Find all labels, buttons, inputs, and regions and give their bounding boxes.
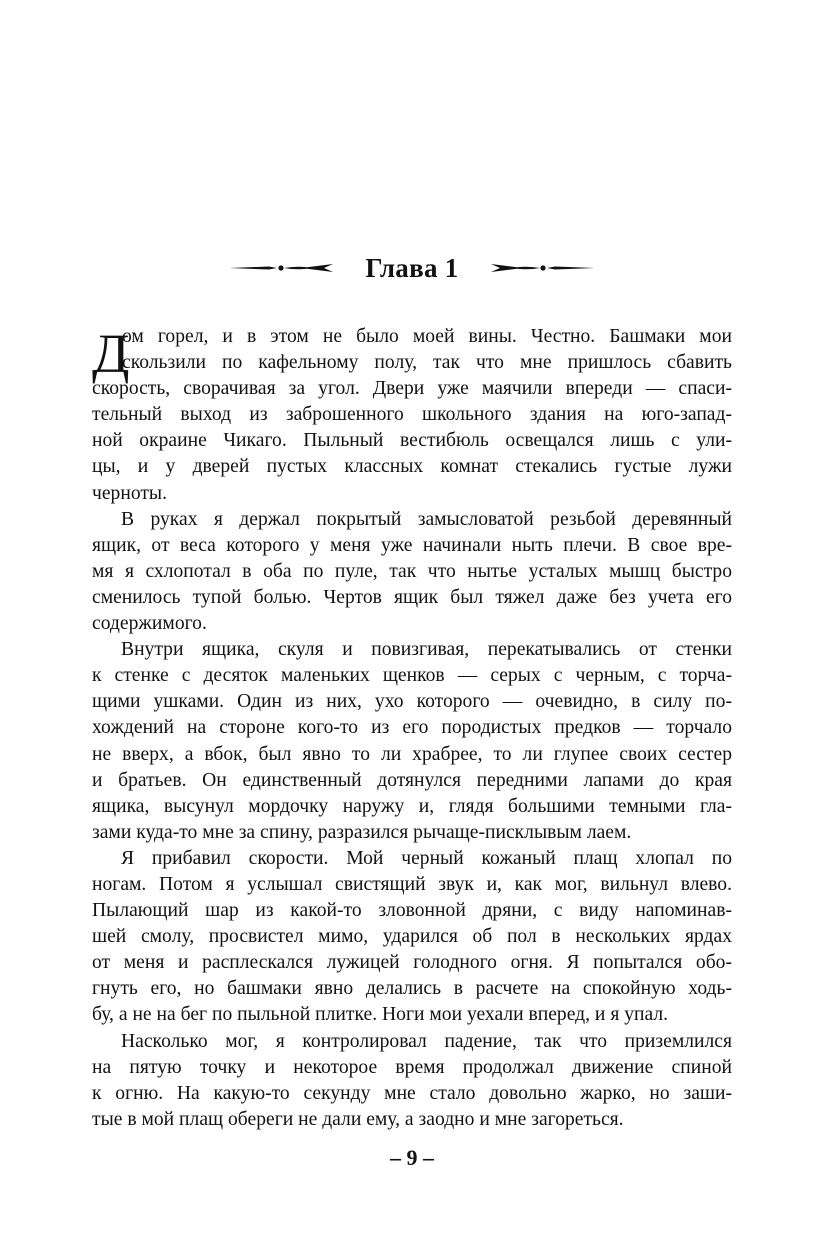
- ornament-left-icon: [229, 261, 339, 275]
- text-line: Внутри ящика, скуля и повизгивая, перекатывались от стенки: [121, 639, 732, 661]
- ornament-right-icon: [485, 261, 595, 275]
- text-line: щими ушками. Один из них, ухо которого — очевидно, в силу по-: [92, 691, 732, 713]
- text-line: скорость, сворачивая за угол. Двери уже маячили впереди — спаси-: [92, 378, 732, 400]
- paragraph-5: [92, 1029, 732, 1133]
- text-line: В руках я держал покрытый замысловатой резьбой деревянный: [121, 508, 732, 530]
- text-line: ящика, высунул мордочку наружу и, глядя большими темными гла-: [92, 795, 732, 817]
- text-line: Насколько мог, я контролировал падение, так что приземлился: [121, 1030, 732, 1052]
- text-line: черноты.: [92, 482, 167, 504]
- text-line: шей смолу, просвистел мимо, ударился об пол в нескольких ярдах: [92, 926, 732, 948]
- paragraph-4: [92, 846, 732, 1029]
- text-line: не вверх, а вбок, был явно то ли храбрее, то ли глупее своих сестер: [92, 743, 732, 765]
- text-line: к стенке с десяток маленьких щенков — серых с черным, с торча-: [92, 665, 732, 687]
- chapter-heading: [0, 248, 824, 288]
- text-line: сменилось тупой болью. Чертов ящик был тяжел даже без учета его: [92, 586, 732, 608]
- text-line: тельный выход из заброшенного школьного здания на юго-запад-: [92, 404, 732, 426]
- paragraph-1: [92, 324, 732, 507]
- text-line: гнуть его, но башмаки явно делались в расчете на спокойную ходь-: [92, 978, 732, 1000]
- chapter-text: [92, 324, 732, 1133]
- drop-cap: Д: [92, 323, 130, 384]
- text-line: тые в мой плащ обереги не дали ему, а заодно и мне загореться.: [92, 1108, 624, 1130]
- paragraph-3: [92, 637, 732, 846]
- text-line: бу, а не на бег по пыльной плитке. Ноги мои уехали вперед, и я упал.: [92, 1004, 669, 1026]
- text-line: ногам. Потом я услышал свистящий звук и, как мог, вильнул влево.: [92, 873, 732, 895]
- text-line: Пылающий шар из какой-то зловонной дряни, с виду напоминав-: [92, 900, 732, 922]
- text-line: ом горел, и в этом не было моей вины. Честно. Башмаки мои: [122, 326, 732, 347]
- text-line: цы, и у дверей пустых классных комнат стекались густые лужи: [92, 456, 732, 478]
- text-line: от меня и расплескался лужицей голодного огня. Я попытался обо-: [92, 952, 732, 974]
- text-line: и братьев. Он единственный дотянулся передними лапами до края: [92, 769, 732, 791]
- text-line: к огню. На какую-то секунду мне стало довольно жарко, но заши-: [92, 1082, 732, 1104]
- text-line: скользили по кафельному полу, так что мне пришлось сбавить: [122, 352, 732, 374]
- paragraph-2: [92, 507, 732, 637]
- text-line: мя я схлопотал в оба по пуле, так что нытье усталых мышц быстро: [92, 560, 732, 582]
- text-line: Я прибавил скорости. Мой черный кожаный плащ хлопал по: [121, 847, 732, 869]
- text-line: ной окраине Чикаго. Пыльный вестибюль освещался лишь с ули-: [92, 430, 732, 452]
- text-line: ящик, от веса которого у меня уже начинали ныть плечи. В свое вре-: [92, 534, 732, 556]
- text-line: хождений на стороне кого-то из его породистых предков — торчало: [92, 717, 732, 739]
- text-line: содержимого.: [92, 613, 207, 635]
- text-line: на пятую точку и некоторое время продолжал движение спиной: [92, 1056, 732, 1078]
- text-line: зами куда-то мне за спину, разразился рычаще-писклывым лаем.: [92, 821, 632, 843]
- page-number: – 9 –: [390, 1145, 434, 1170]
- chapter-title: Глава 1: [365, 252, 459, 283]
